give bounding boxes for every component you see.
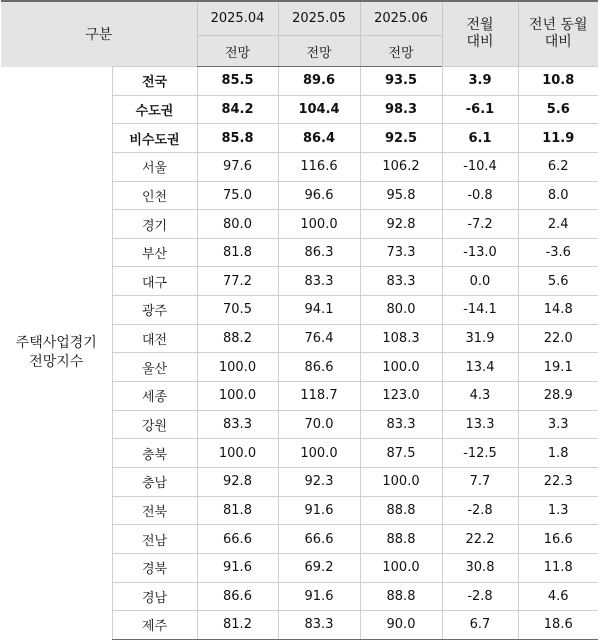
value-2025-05: 91.6 xyxy=(278,496,360,525)
value-2025-06: 106.2 xyxy=(360,152,442,181)
value-2025-05: 118.7 xyxy=(278,382,360,411)
period-header-1: 2025.04 xyxy=(197,1,278,36)
mom-change: 30.8 xyxy=(442,553,518,582)
value-2025-06: 93.5 xyxy=(360,67,442,96)
region-name: 인천 xyxy=(112,181,197,210)
mom-header-line1: 전월 xyxy=(466,17,494,33)
value-2025-05: 69.2 xyxy=(278,553,360,582)
value-2025-06: 88.8 xyxy=(360,496,442,525)
yoy-change: 6.2 xyxy=(518,152,598,181)
value-2025-04: 70.5 xyxy=(197,296,278,325)
yoy-change: 19.1 xyxy=(518,353,598,382)
mom-change: 31.9 xyxy=(442,324,518,353)
value-2025-06: 98.3 xyxy=(360,95,442,124)
table-body xyxy=(1,67,598,640)
value-2025-05: 76.4 xyxy=(278,324,360,353)
yoy-change: 5.6 xyxy=(518,95,598,124)
value-2025-06: 80.0 xyxy=(360,296,442,325)
region-name: 경북 xyxy=(112,553,197,582)
value-2025-06: 95.8 xyxy=(360,181,442,210)
value-2025-06: 92.8 xyxy=(360,210,442,239)
value-2025-06: 100.0 xyxy=(360,353,442,382)
mom-change: -2.8 xyxy=(442,496,518,525)
mom-change: -7.2 xyxy=(442,210,518,239)
value-2025-06: 87.5 xyxy=(360,439,442,468)
yoy-change: 8.0 xyxy=(518,181,598,210)
mom-change: 7.7 xyxy=(442,467,518,496)
yoy-change: 1.3 xyxy=(518,496,598,525)
yoy-header-line2: 대비 xyxy=(544,34,572,50)
yoy-change: -3.6 xyxy=(518,238,598,267)
index-name-line1: 주택사업경기 xyxy=(15,334,97,351)
region-name: 수도권 xyxy=(112,95,197,124)
value-2025-05: 92.3 xyxy=(278,467,360,496)
region-name: 충북 xyxy=(112,439,197,468)
yoy-change-header xyxy=(518,1,598,67)
value-2025-04: 81.2 xyxy=(197,611,278,640)
yoy-change: 11.9 xyxy=(518,124,598,153)
region-name: 제주 xyxy=(112,611,197,640)
value-2025-05: 83.3 xyxy=(278,611,360,640)
yoy-header-line1: 전년 동월 xyxy=(528,17,588,33)
yoy-change: 2.4 xyxy=(518,210,598,239)
value-2025-05: 104.4 xyxy=(278,95,360,124)
yoy-change: 4.6 xyxy=(518,582,598,611)
region-name: 부산 xyxy=(112,238,197,267)
mom-change: 22.2 xyxy=(442,525,518,554)
mom-change: 4.3 xyxy=(442,382,518,411)
value-2025-04: 77.2 xyxy=(197,267,278,296)
yoy-change: 3.3 xyxy=(518,410,598,439)
mom-change: 3.9 xyxy=(442,67,518,96)
value-2025-05: 83.3 xyxy=(278,267,360,296)
mom-change: 13.4 xyxy=(442,353,518,382)
region-name: 대구 xyxy=(112,267,197,296)
index-name-cell xyxy=(1,67,112,640)
value-2025-05: 89.6 xyxy=(278,67,360,96)
mom-change: -6.1 xyxy=(442,95,518,124)
yoy-change: 5.6 xyxy=(518,267,598,296)
value-2025-04: 75.0 xyxy=(197,181,278,210)
mom-header-line2: 대비 xyxy=(466,34,494,50)
value-2025-05: 86.6 xyxy=(278,353,360,382)
value-2025-04: 100.0 xyxy=(197,439,278,468)
yoy-change: 28.9 xyxy=(518,382,598,411)
value-2025-06: 83.3 xyxy=(360,267,442,296)
value-2025-05: 66.6 xyxy=(278,525,360,554)
mom-change: -14.1 xyxy=(442,296,518,325)
region-name: 전북 xyxy=(112,496,197,525)
region-name: 경남 xyxy=(112,582,197,611)
forecast-label-2: 전망 xyxy=(278,36,360,67)
region-name: 충남 xyxy=(112,467,197,496)
value-2025-04: 91.6 xyxy=(197,553,278,582)
yoy-change: 1.8 xyxy=(518,439,598,468)
value-2025-06: 73.3 xyxy=(360,238,442,267)
mom-change: -10.4 xyxy=(442,152,518,181)
value-2025-06: 90.0 xyxy=(360,611,442,640)
mom-change: -0.8 xyxy=(442,181,518,210)
region-name: 전국 xyxy=(112,67,197,96)
value-2025-04: 83.3 xyxy=(197,410,278,439)
mom-change: 0.0 xyxy=(442,267,518,296)
mom-change: 6.1 xyxy=(442,124,518,153)
housing-business-outlook-table xyxy=(1,0,598,640)
value-2025-05: 86.3 xyxy=(278,238,360,267)
value-2025-06: 100.0 xyxy=(360,553,442,582)
region-name: 광주 xyxy=(112,296,197,325)
yoy-change: 10.8 xyxy=(518,67,598,96)
value-2025-04: 66.6 xyxy=(197,525,278,554)
period-header-3: 2025.06 xyxy=(360,1,442,36)
region-name: 세종 xyxy=(112,382,197,411)
region-name: 경기 xyxy=(112,210,197,239)
mom-change: -12.5 xyxy=(442,439,518,468)
value-2025-04: 97.6 xyxy=(197,152,278,181)
value-2025-05: 70.0 xyxy=(278,410,360,439)
value-2025-04: 80.0 xyxy=(197,210,278,239)
table-row xyxy=(1,67,598,96)
value-2025-05: 100.0 xyxy=(278,210,360,239)
value-2025-05: 86.4 xyxy=(278,124,360,153)
yoy-change: 22.0 xyxy=(518,324,598,353)
value-2025-05: 116.6 xyxy=(278,152,360,181)
value-2025-06: 123.0 xyxy=(360,382,442,411)
period-header-2: 2025.05 xyxy=(278,1,360,36)
value-2025-05: 91.6 xyxy=(278,582,360,611)
forecast-label-1: 전망 xyxy=(197,36,278,67)
value-2025-04: 85.8 xyxy=(197,124,278,153)
mom-change: 13.3 xyxy=(442,410,518,439)
region-name: 울산 xyxy=(112,353,197,382)
forecast-label-3: 전망 xyxy=(360,36,442,67)
value-2025-04: 81.8 xyxy=(197,496,278,525)
value-2025-05: 96.6 xyxy=(278,181,360,210)
yoy-change: 11.8 xyxy=(518,553,598,582)
category-header: 구분 xyxy=(1,1,197,67)
value-2025-06: 108.3 xyxy=(360,324,442,353)
value-2025-06: 100.0 xyxy=(360,467,442,496)
mom-change-header xyxy=(442,1,518,67)
yoy-change: 14.8 xyxy=(518,296,598,325)
region-name: 대전 xyxy=(112,324,197,353)
mom-change: -2.8 xyxy=(442,582,518,611)
region-name: 전남 xyxy=(112,525,197,554)
value-2025-05: 94.1 xyxy=(278,296,360,325)
value-2025-04: 100.0 xyxy=(197,382,278,411)
mom-change: 6.7 xyxy=(442,611,518,640)
value-2025-06: 88.8 xyxy=(360,582,442,611)
value-2025-06: 83.3 xyxy=(360,410,442,439)
value-2025-04: 88.2 xyxy=(197,324,278,353)
value-2025-04: 84.2 xyxy=(197,95,278,124)
region-name: 강원 xyxy=(112,410,197,439)
value-2025-04: 92.8 xyxy=(197,467,278,496)
value-2025-04: 81.8 xyxy=(197,238,278,267)
value-2025-04: 100.0 xyxy=(197,353,278,382)
value-2025-06: 88.8 xyxy=(360,525,442,554)
yoy-change: 22.3 xyxy=(518,467,598,496)
mom-change: -13.0 xyxy=(442,238,518,267)
value-2025-05: 100.0 xyxy=(278,439,360,468)
value-2025-04: 85.5 xyxy=(197,67,278,96)
yoy-change: 16.6 xyxy=(518,525,598,554)
index-name-line2: 전망지수 xyxy=(29,353,84,370)
value-2025-04: 86.6 xyxy=(197,582,278,611)
region-name: 비수도권 xyxy=(112,124,197,153)
region-name: 서울 xyxy=(112,152,197,181)
value-2025-06: 92.5 xyxy=(360,124,442,153)
yoy-change: 18.6 xyxy=(518,611,598,640)
